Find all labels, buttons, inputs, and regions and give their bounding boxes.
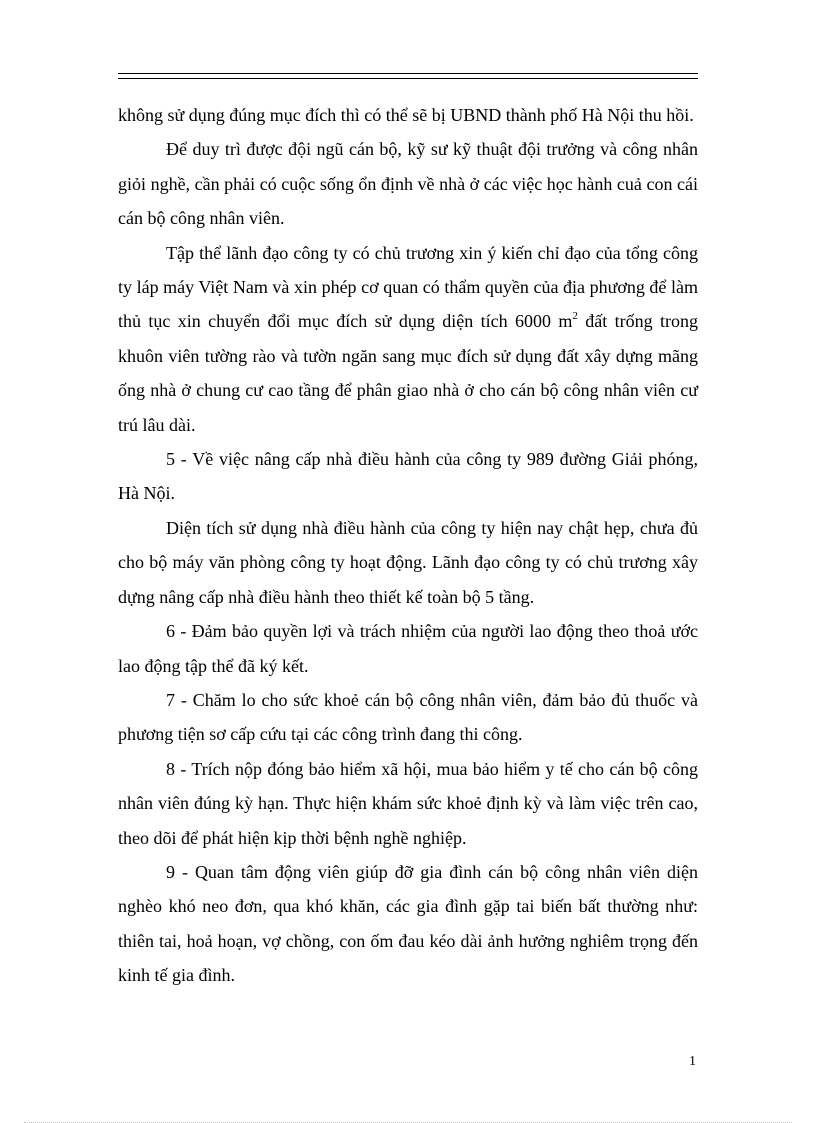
header-rule-top <box>118 73 698 74</box>
page-number: 1 <box>689 1054 696 1069</box>
header-rule-bottom <box>118 78 698 79</box>
paragraph: 8 - Trích nộp đóng bảo hiểm xã hội, mua bảo hiểm y tế cho cán bộ công nhân viên đúng kỳ hạn. Thực hiện khám sức khoẻ định kỳ và làm việc trên cao, theo dõi để phát hiện kịp thời bệnh nghề nghiệp. <box>118 758 698 848</box>
paragraph-text: đất trống trong khuôn viên tường rào và tườn ngăn sang mục đích sử dụng đất xây dựng mãng ống nhà ở chung cư cao tầng để phân giao nhà ở cho cán bộ công nhân viên cư trú lâu dài. <box>118 311 699 435</box>
paragraph: 9 - Quan tâm động viên giúp đỡ gia đình cán bộ công nhân viên diện nghèo khó neo đơn, qua khó khăn, các gia đình gặp tai biến bất thường như: thiên tai, hoả hoạn, vợ chồng, con ốm đau kéo dài ảnh hưởng nghiêm trọng đến kinh tế gia đình. <box>118 861 698 986</box>
paragraph: 7 - Chăm lo cho sức khoẻ cán bộ công nhân viên, đảm bảo đủ thuốc và phương tiện sơ cấp cứu tại các công trình đang thi công. <box>118 689 698 745</box>
paragraph: Diện tích sử dụng nhà điều hành của công ty hiện nay chật hẹp, chưa đủ cho bộ máy văn phòng công ty hoạt động. Lãnh đạo công ty có chủ trương xây dựng nâng cấp nhà điều hành theo thiết kế toàn bộ 5 tầng. <box>118 517 698 607</box>
superscript: 2 <box>572 310 578 323</box>
paragraph: không sử dụng đúng mục đích thì có thể sẽ bị UBND thành phố Hà Nội thu hồi. <box>118 105 694 125</box>
paragraph: Để duy trì được đội ngũ cán bộ, kỹ sư kỹ thuật đội trưởng và công nhân giỏi nghề, cần phải có cuộc sống ổn định về nhà ở các việc học hành cuả con cái cán bộ công nhân viên. <box>118 139 698 229</box>
document-body <box>118 98 698 993</box>
paragraph <box>118 236 698 442</box>
paragraph: 5 - Về việc nâng cấp nhà điều hành của công ty 989 đường Giải phóng, Hà Nội. <box>118 449 698 504</box>
paragraph: 6 - Đảm bảo quyền lợi và trách nhiệm của người lao động theo thoả ước lao động tập thể đã ký kết. <box>118 621 698 676</box>
paragraph-text: Tập thể lãnh đạo công ty có chủ trương xin ý kiến chỉ đạo của tổng công ty láp máy Việt Nam và xin phép cơ quan có thẩm quyền của địa phương để làm thủ tục xin chuyển đổi mục đích sử dụng diện tích 6000 m <box>118 242 698 332</box>
